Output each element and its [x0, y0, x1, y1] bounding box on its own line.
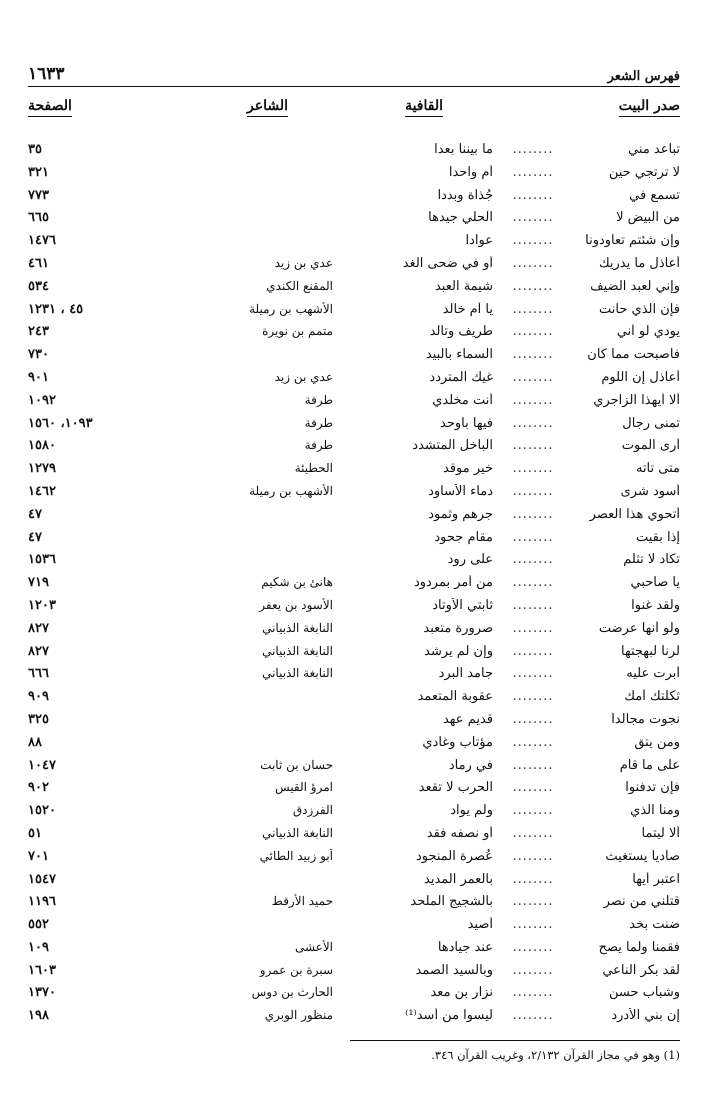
table-row [0, 963, 708, 986]
column-header-page: الصفحة [28, 98, 72, 117]
table-row [0, 917, 708, 940]
rhyme-cell: من أمر بمردود [413, 575, 493, 591]
poet-cell: الفرزدق [292, 803, 333, 818]
verse-cell: قتلني من نصر [603, 894, 680, 910]
table-row [0, 210, 708, 233]
table-row [0, 872, 708, 895]
table-row [0, 849, 708, 872]
rhyme-cell: بالشجيج الملحد [410, 894, 493, 910]
table-row [0, 552, 708, 575]
rhyme-cell: غيك المتردد [429, 369, 493, 385]
verse-cell: لقد بكر الناعي [602, 962, 680, 978]
leader-dots: ........ [512, 392, 554, 408]
table-row [0, 1008, 708, 1031]
page-cell: ١١٩٦ [28, 894, 56, 910]
poet-cell: النابغة الذبياني [262, 620, 333, 635]
verse-cell: ألا ليتما [641, 825, 680, 841]
leader-dots: ........ [512, 917, 554, 933]
verse-cell: يودي لو أني [616, 324, 680, 340]
leader-dots: ........ [512, 461, 554, 477]
verse-cell: ومن يتق [634, 734, 680, 750]
leader-dots: ........ [512, 848, 554, 864]
leader-dots: ........ [512, 324, 554, 340]
poet-cell: سبرة بن عمرو [259, 962, 333, 977]
poet-cell: الحطيئة [294, 461, 333, 476]
rhyme-cell: في رماد [448, 757, 493, 773]
table-row [0, 826, 708, 849]
leader-dots: ........ [512, 939, 554, 955]
rhyme-cell: عند جيادها [437, 939, 493, 955]
leader-dots: ........ [512, 347, 554, 363]
page-cell: ١٠٤٧ [28, 757, 56, 773]
table-row [0, 370, 708, 393]
poet-cell: امرؤ القيس [275, 780, 333, 795]
rhyme-cell: قديم عهد [442, 711, 493, 727]
verse-cell: نجوت مجالداً [611, 711, 680, 727]
leader-dots: ........ [512, 529, 554, 545]
leader-dots: ........ [512, 369, 554, 385]
leader-dots: ........ [512, 780, 554, 796]
table-row [0, 689, 708, 712]
poet-cell: منظور الوبري [264, 1008, 333, 1023]
table-row [0, 302, 708, 325]
leader-dots: ........ [512, 666, 554, 682]
verse-cell: أبرت عليه [626, 666, 680, 682]
poet-cell: الأشهب بن رميلة [249, 301, 333, 316]
page-cell: ٦٦٦ [28, 666, 49, 682]
verse-cell: ولو أنها عرضت [598, 620, 680, 636]
verse-cell: ومنا الذي [630, 803, 680, 819]
page-cell: ٧٧٣ [28, 187, 49, 203]
verse-cell: إن بني الأدرد [611, 1008, 680, 1024]
verse-cell: تمنى رجال [622, 415, 680, 431]
leader-dots: ........ [512, 255, 554, 271]
rhyme-cell: مقام جحود [434, 529, 493, 545]
table-row [0, 530, 708, 553]
poet-cell: عدي بن زيد [274, 255, 333, 270]
rhyme-cell: السماء بالبيد [425, 347, 493, 363]
rhyme-cell: ليسوا من أسد⁽¹⁾ [405, 1008, 493, 1024]
table-row [0, 188, 708, 211]
rhyme-cell: أو نصفه فقد [426, 825, 493, 841]
rhyme-cell: يا أم خالد [442, 301, 493, 317]
rhyme-cell: الباخل المتشدد [412, 438, 493, 454]
table-row [0, 279, 708, 302]
page-cell: ٩٠١ [28, 369, 49, 385]
poet-cell: الأسود بن يعفر [259, 597, 333, 612]
page-header [28, 60, 680, 87]
verse-cell: لا ترتجي حين [608, 164, 680, 180]
table-row [0, 484, 708, 507]
column-header-verse: صدر البيت [619, 98, 680, 117]
footnote: (1) وهو في مجاز القرآن ٢/١٣٢، وغريب القرآن ٣٤٦. [431, 1048, 680, 1062]
table-row [0, 621, 708, 644]
page-cell: ٢٤٣ [28, 324, 49, 340]
table-row [0, 507, 708, 530]
rhyme-cell: الحلي جيدها [428, 210, 493, 226]
page-cell: ٣٢٥ [28, 711, 49, 727]
leader-dots: ........ [512, 620, 554, 636]
page-cell: ١٥٣٦ [28, 552, 56, 568]
header-title: فهرس الشعر [607, 69, 680, 84]
leader-dots: ........ [512, 438, 554, 454]
leader-dots: ........ [512, 552, 554, 568]
verse-cell: فأصبحت مما كان [587, 347, 680, 363]
table-row [0, 598, 708, 621]
verse-cell: أتحوي هذا العصر [589, 506, 680, 522]
verse-cell: لرنا لبهجتها [621, 643, 680, 659]
rhyme-cell: على رود [447, 552, 493, 568]
leader-dots: ........ [512, 506, 554, 522]
page-cell: ١٢٧٩ [28, 461, 56, 477]
rhyme-cell: ولم يواد [450, 803, 493, 819]
poet-cell: الحارث بن دوس [251, 985, 333, 1000]
rhyme-cell: الحرب لا تقعد [418, 780, 493, 796]
rhyme-cell: أنت مخلدي [432, 392, 493, 408]
page-cell: ٨٢٧ [28, 643, 49, 659]
verse-cell: تسمع في [629, 187, 680, 203]
leader-dots: ........ [512, 187, 554, 203]
rhyme-cell: جُذاة وبددا [437, 187, 493, 203]
rhyme-cell: خير موقد [443, 461, 493, 477]
rhyme-cell: طريف وتالد [429, 324, 493, 340]
page-cell: ٩٠٢ [28, 780, 49, 796]
page-cell: ٣٥ [28, 142, 42, 157]
poet-cell: طرفة [304, 392, 333, 407]
leader-dots: ........ [512, 803, 554, 819]
verse-cell: ولقد غنوا [631, 597, 680, 613]
verse-cell: فقمنا ولما يصح [598, 939, 680, 955]
verse-cell: وإن شئتم تعاودونا [585, 233, 680, 249]
table-row [0, 940, 708, 963]
page-cell: ٤٧ [28, 506, 42, 522]
page-cell: ٥٣٤ [28, 278, 49, 294]
table-row [0, 256, 708, 279]
verse-cell: ثكلتك أمك [624, 689, 680, 705]
page-cell: ١٢٠٣ [28, 597, 56, 613]
poet-cell: هانئ بن شكيم [261, 575, 333, 590]
verse-cell: اعتبر أيها [632, 871, 680, 887]
verse-cell: أعاذل ما يدريك [598, 255, 680, 271]
rhyme-cell: وبالسيد الصمد [415, 962, 493, 978]
page-cell: ٩٠٩ [28, 689, 49, 705]
page-cell: ٨٢٧ [28, 620, 49, 636]
verse-cell: يا صاحبي [630, 575, 680, 591]
poet-cell: أبو زبيد الطائي [259, 848, 333, 863]
verse-cell: أعاذل إن اللوم [601, 369, 680, 385]
page-cell: ٥١ [28, 825, 42, 841]
verse-cell: على ما قام [619, 757, 680, 773]
table-row [0, 803, 708, 826]
page-cell: ٥٥٢ [28, 917, 49, 933]
verse-cell: ضنت بخد [629, 917, 680, 933]
verse-cell: صادياً يستغيث [605, 848, 680, 864]
verse-cell: من البيض لا [616, 210, 680, 226]
table-row [0, 644, 708, 667]
rhyme-cell: أو في ضحى الغد [402, 255, 493, 271]
leader-dots: ........ [512, 142, 554, 157]
table-row [0, 165, 708, 188]
table-row [0, 712, 708, 735]
leader-dots: ........ [512, 643, 554, 659]
verse-cell: تكاد لا تثلم [623, 552, 680, 568]
poet-cell: النابغة الذبياني [262, 643, 333, 658]
table-row [0, 324, 708, 347]
poet-cell: عدي بن زيد [274, 369, 333, 384]
rhyme-cell: جامد البرد [438, 666, 493, 682]
table-row [0, 985, 708, 1008]
rhyme-cell: عقوبة المتعمد [417, 689, 493, 705]
page-cell: ١٤٦٢ [28, 483, 56, 499]
table-row [0, 393, 708, 416]
table-row [0, 416, 708, 439]
leader-dots: ........ [512, 301, 554, 317]
verse-cell: وإني لعبد الضيف [590, 278, 680, 294]
leader-dots: ........ [512, 825, 554, 841]
rhyme-cell: أم واحدا [448, 164, 493, 180]
rhyme-cell: جرهم وثمود [428, 506, 493, 522]
rhyme-cell: عوادا [465, 233, 493, 249]
footnote-divider [350, 1040, 680, 1041]
poet-cell: حميد الأرقط [271, 894, 333, 909]
rhyme-cell: ثابتي الأوتاد [432, 597, 493, 613]
table-row [0, 735, 708, 758]
rhyme-cell: شيمة العبد [434, 278, 493, 294]
leader-dots: ........ [512, 575, 554, 591]
poet-cell: المقنع الكندي [266, 278, 333, 293]
page-cell: ٤٦١ [28, 255, 49, 271]
page-number: ١٦٣٣ [28, 64, 65, 84]
table-row [0, 142, 708, 165]
leader-dots: ........ [512, 597, 554, 613]
table-row [0, 894, 708, 917]
poet-cell: حسان بن ثابت [260, 757, 333, 772]
poet-cell: متمم بن نويرة [262, 324, 333, 339]
page-cell: ١٤٧٦ [28, 233, 56, 249]
verse-cell: أسود شرى [620, 483, 680, 499]
rhyme-cell: مؤتاب وغادي [422, 734, 493, 750]
table-row [0, 438, 708, 461]
leader-dots: ........ [512, 711, 554, 727]
column-header-poet: الشاعر [247, 98, 288, 117]
leader-dots: ........ [512, 871, 554, 887]
page-cell: ١٩٨ [28, 1008, 49, 1024]
column-header-rhyme: القافية [405, 98, 443, 117]
leader-dots: ........ [512, 757, 554, 773]
page-cell: ١٣٧٠ [28, 985, 56, 1001]
table-row [0, 758, 708, 781]
leader-dots: ........ [512, 278, 554, 294]
leader-dots: ........ [512, 483, 554, 499]
leader-dots: ........ [512, 210, 554, 226]
page-cell: ٧٠١ [28, 848, 49, 864]
rhyme-cell: وإن لم يرشد [424, 643, 493, 659]
poet-cell: طرفة [304, 438, 333, 453]
table-row [0, 575, 708, 598]
page-cell: ١٥٤٧ [28, 871, 56, 887]
poet-cell: النابغة الذبياني [262, 825, 333, 840]
verse-cell: متى تأته [635, 461, 680, 477]
table-row [0, 233, 708, 256]
poet-cell: الأعشى [294, 939, 333, 954]
table-row [0, 780, 708, 803]
rhyme-cell: ما بيننا بعدا [434, 142, 493, 157]
verse-cell: ألا أيهذا الزاجري [593, 392, 680, 408]
rhyme-cell: فيها بأوحد [440, 415, 493, 431]
page-cell: ١٥٨٠ [28, 438, 56, 454]
verse-cell: تباعد مني [628, 142, 680, 157]
page-cell: ٤٥ ، ١٢٣١ [28, 301, 84, 317]
page-cell: ١٥٢٠ [28, 803, 56, 819]
leader-dots: ........ [512, 689, 554, 705]
page-cell: ١٠٩٢ [28, 392, 56, 408]
verse-cell: إذا بقيت [635, 529, 680, 545]
leader-dots: ........ [512, 164, 554, 180]
page-cell: ١٠٩ [28, 939, 49, 955]
poet-cell: طرفة [304, 415, 333, 430]
rhyme-cell: عُصرة المنجود [415, 848, 493, 864]
leader-dots: ........ [512, 415, 554, 431]
leader-dots: ........ [512, 233, 554, 249]
index-table [0, 142, 708, 1031]
page-cell: ٨٨ [28, 734, 42, 750]
rhyme-cell: دماء الأساود [428, 483, 493, 499]
rhyme-cell: أصيد [467, 917, 493, 933]
column-headers [0, 98, 708, 124]
rhyme-cell: صرورة متعبد [423, 620, 493, 636]
page-cell: ٧١٩ [28, 575, 49, 591]
rhyme-cell: بالعمر المديد [424, 871, 493, 887]
verse-cell: أرى الموت [621, 438, 680, 454]
page-cell: ١٠٩٣، ١٥٦٠ [28, 415, 93, 431]
verse-cell: فإن تدفنوا [625, 780, 680, 796]
table-row [0, 666, 708, 689]
poet-cell: النابغة الذبياني [262, 666, 333, 681]
page-cell: ٤٧ [28, 529, 42, 545]
leader-dots: ........ [512, 734, 554, 750]
table-row [0, 347, 708, 370]
poet-cell: الأشهب بن رميلة [249, 483, 333, 498]
page-cell: ٧٣٠ [28, 347, 49, 363]
page-cell: ٣٢١ [28, 164, 49, 180]
verse-cell: فإن الذي حانت [599, 301, 680, 317]
verse-cell: وشباب حسن [609, 985, 680, 1001]
leader-dots: ........ [512, 985, 554, 1001]
table-row [0, 461, 708, 484]
leader-dots: ........ [512, 894, 554, 910]
leader-dots: ........ [512, 1008, 554, 1024]
page-cell: ٦٦٥ [28, 210, 49, 226]
leader-dots: ........ [512, 962, 554, 978]
rhyme-cell: نزار بن معد [430, 985, 493, 1001]
page-cell: ١٦٠٣ [28, 962, 56, 978]
